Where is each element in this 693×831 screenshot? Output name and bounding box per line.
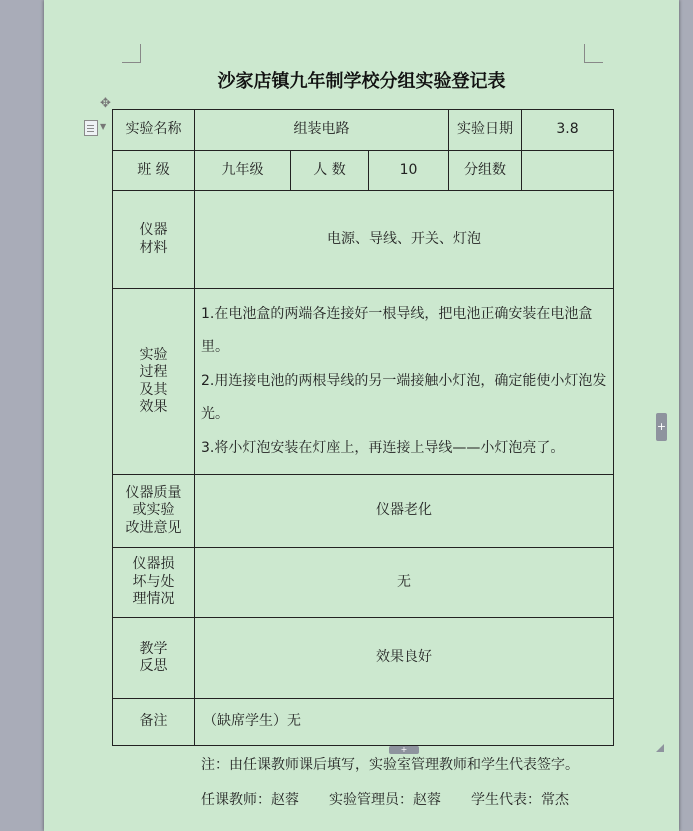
experiment-date-value[interactable]: 3.8 (522, 110, 614, 151)
table-resize-handle-icon[interactable] (656, 744, 664, 752)
table-row (113, 618, 614, 699)
crop-mark-top-right (584, 44, 603, 63)
experiment-date-label: 实验日期 (449, 110, 522, 151)
student-rep-signature: 学生代表：常杰 (471, 792, 569, 808)
footnote: 注：由任课教师课后填写，实验室管理教师和学生代表签字。 (201, 757, 579, 773)
class-value[interactable]: 九年级 (195, 151, 291, 191)
group-count-label: 分组数 (449, 151, 522, 191)
quality-label: 仪器质量 或实验 改进意见 (113, 475, 195, 548)
materials-value[interactable]: 电源、导线、开关、灯泡 (195, 191, 614, 289)
table-row (113, 548, 614, 618)
document-title: 沙家店镇九年制学校分组实验登记表 (217, 71, 506, 92)
headcount-label: 人 数 (291, 151, 369, 191)
process-value[interactable] (195, 289, 614, 475)
add-row-handle-icon[interactable]: + (389, 746, 419, 754)
signature-line (201, 789, 599, 809)
reflection-label: 教学 反思 (113, 618, 195, 699)
table-row (113, 289, 614, 475)
layout-options-icon[interactable] (84, 120, 98, 136)
process-label: 实验 过程 及其 效果 (113, 289, 195, 475)
document-page (44, 0, 679, 831)
remarks-value[interactable]: （缺席学生）无 (195, 699, 614, 746)
table-row (113, 699, 614, 746)
process-step: 1.在电池盒的两端各连接好一根导线，把电池正确安装在电池盒里。 (201, 305, 593, 356)
reflection-value[interactable]: 效果良好 (195, 618, 614, 699)
quality-value[interactable]: 仪器老化 (195, 475, 614, 548)
lab-manager-signature: 实验管理员：赵蓉 (329, 792, 441, 808)
table-row (113, 191, 614, 289)
damage-value[interactable]: 无 (195, 548, 614, 618)
chevron-down-icon[interactable]: ▼ (100, 122, 107, 131)
teacher-signature: 任课教师：赵蓉 (201, 792, 299, 808)
experiment-name-value[interactable]: 组装电路 (195, 110, 449, 151)
table-row (113, 151, 614, 191)
process-step: 2.用连接电池的两根导线的另一端接触小灯泡，确定能使小灯泡发光。 (201, 372, 607, 423)
group-count-value[interactable] (522, 151, 614, 191)
table-row (113, 110, 614, 151)
remarks-label: 备注 (113, 699, 195, 746)
table-move-handle-icon[interactable]: ✥ (100, 96, 111, 111)
table-row (113, 475, 614, 548)
add-column-handle-icon[interactable]: + (656, 413, 667, 441)
class-label: 班 级 (113, 151, 195, 191)
materials-label: 仪器 材料 (113, 191, 195, 289)
experiment-name-label: 实验名称 (113, 110, 195, 151)
headcount-value[interactable]: 10 (369, 151, 449, 191)
damage-label: 仪器损 坏与处 理情况 (113, 548, 195, 618)
process-step: 3.将小灯泡安装在灯座上，再连接上导线——小灯泡亮了。 (201, 439, 565, 456)
crop-mark-top-left (122, 44, 141, 63)
registration-table (112, 109, 614, 746)
